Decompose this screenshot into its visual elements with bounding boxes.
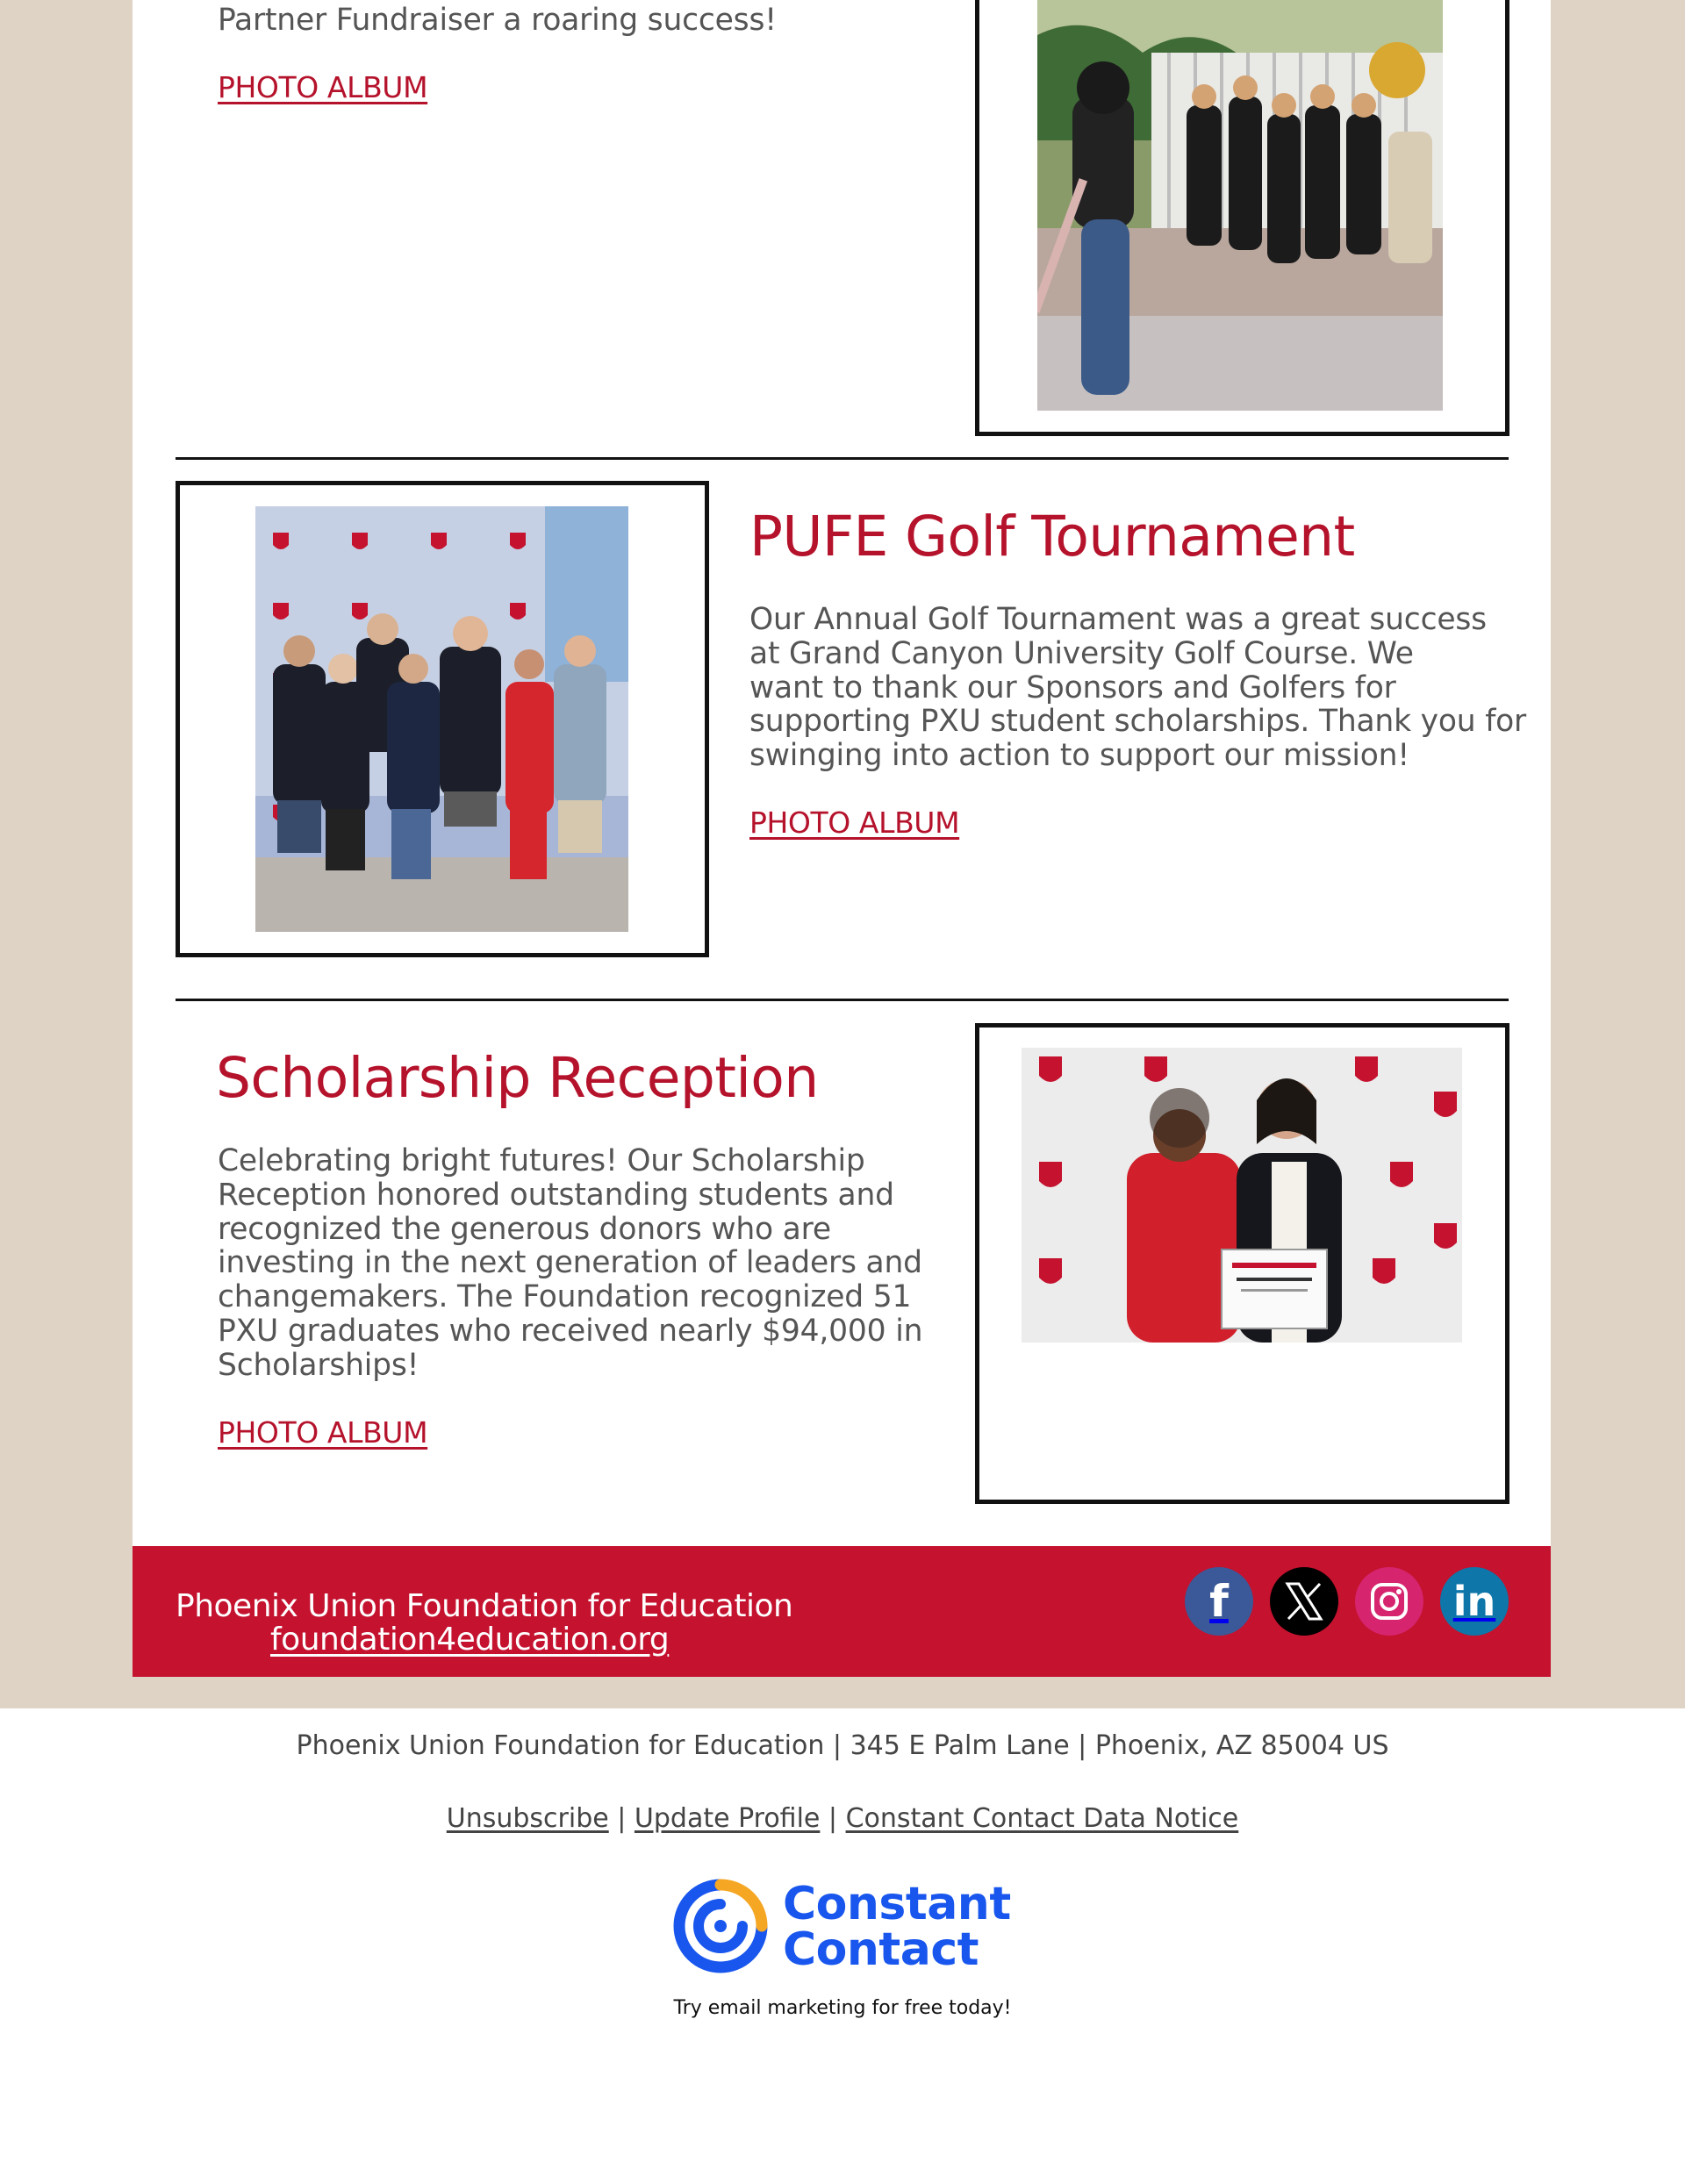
section2-body-line: Our Annual Golf Tournament was a great success <box>749 602 1487 637</box>
constant-contact-logo[interactable] <box>672 1878 1023 1974</box>
x-icon[interactable] <box>1270 1567 1338 1636</box>
logo-word-contact: Contact <box>783 1923 979 1976</box>
section2-body-line: supporting PXU student scholarships. Thank you for <box>749 704 1527 740</box>
section3-body-line: Reception honored outstanding students and <box>218 1177 894 1213</box>
update-profile-link[interactable]: Update Profile <box>634 1803 821 1834</box>
facebook-glyph: f <box>1209 1576 1229 1627</box>
section3-photo-album-link[interactable]: PHOTO ALBUM <box>218 1415 428 1450</box>
link-separator: | <box>608 1803 635 1834</box>
section2-heading: PUFE Golf Tournament <box>749 505 1355 569</box>
golf-group-photo[interactable] <box>255 506 628 932</box>
data-notice-link[interactable]: Constant Contact Data Notice <box>845 1803 1239 1834</box>
footer-org-name: Phoenix Union Foundation for Education <box>176 1588 793 1624</box>
section3-body-line: Scholarships! <box>218 1347 419 1383</box>
section2-body-line: at Grand Canyon University Golf Course. We <box>749 635 1414 671</box>
section2-photo-album-link[interactable]: PHOTO ALBUM <box>749 806 960 840</box>
linkedin-icon[interactable] <box>1440 1567 1509 1636</box>
section2-body-line: want to thank our Sponsors and Golfers for <box>749 670 1396 705</box>
tagline: Try email marketing for free today! <box>673 1997 1012 2019</box>
section3-body-line: changemakers. The Foundation recognized 51 <box>218 1279 912 1315</box>
postal-address: Phoenix Union Foundation for Education | 345 E Palm Lane | Phoenix, AZ 85004 US <box>296 1730 1389 1761</box>
footer-links <box>0 1803 1685 1834</box>
facebook-icon[interactable] <box>1185 1567 1253 1636</box>
unsubscribe-link[interactable]: Unsubscribe <box>446 1803 609 1834</box>
constant-contact-mark-icon <box>672 1878 769 1974</box>
instagram-icon[interactable] <box>1355 1567 1423 1636</box>
divider <box>176 999 1509 1001</box>
logo-word-constant: Constant <box>783 1878 1011 1930</box>
section3-body-line: PXU graduates who received nearly $94,000 in <box>218 1313 923 1349</box>
section3-body-line: Celebrating bright futures! Our Scholarship <box>218 1143 865 1178</box>
section1-photo-album-link[interactable]: PHOTO ALBUM <box>218 70 428 104</box>
section3-body-line: investing in the next generation of leaders and <box>218 1245 922 1281</box>
section3-body <box>218 1144 922 1383</box>
x-logo-icon <box>1284 1581 1324 1622</box>
section2-body-line: swinging into action to support our mission! <box>749 738 1409 774</box>
scholarship-photo[interactable] <box>1022 1048 1462 1343</box>
band-photo[interactable] <box>1037 0 1443 411</box>
link-separator: | <box>820 1803 846 1834</box>
section1-text: Partner Fundraiser a roaring success! <box>218 3 777 38</box>
section3-heading: Scholarship Reception <box>216 1046 819 1110</box>
section3-body-line: recognized the generous donors who are <box>218 1211 831 1247</box>
footer-website-link[interactable]: foundation4education.org <box>270 1622 670 1658</box>
linkedin-glyph: in <box>1452 1578 1496 1625</box>
divider <box>176 457 1509 460</box>
section2-body <box>749 603 1526 773</box>
instagram-logo-icon <box>1369 1581 1409 1622</box>
